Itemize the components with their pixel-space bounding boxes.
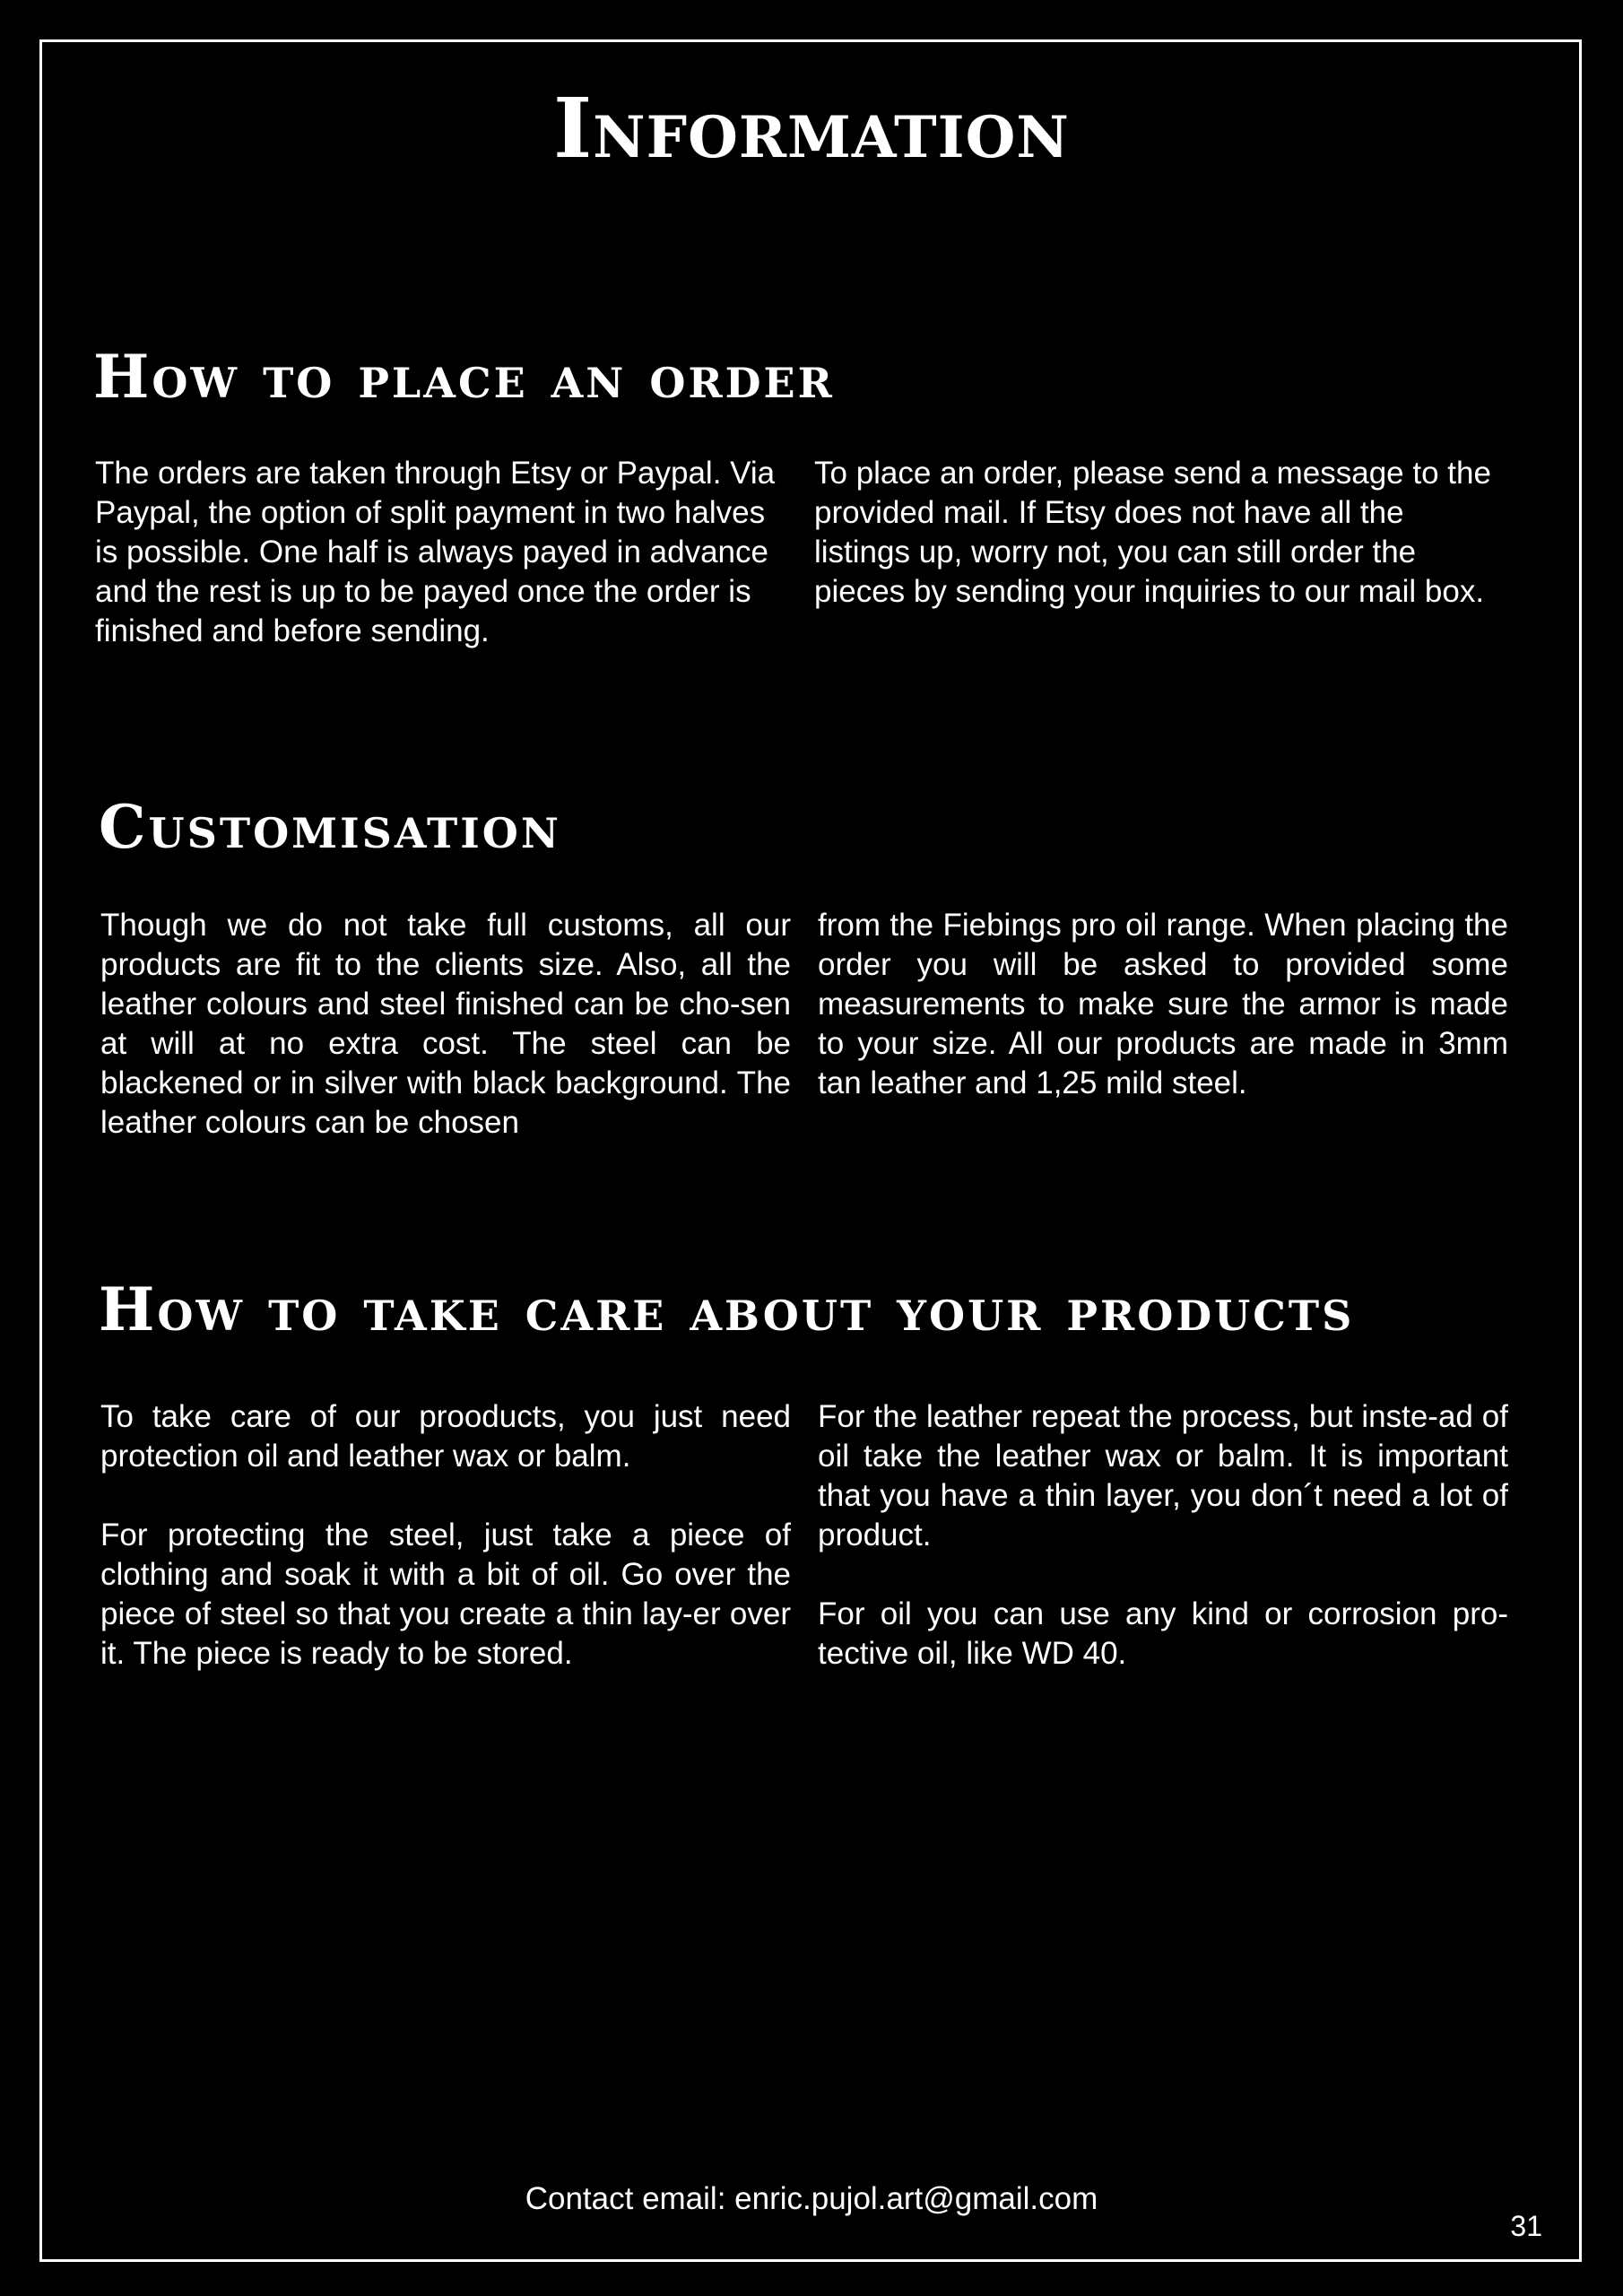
- care-paragraph: To take care of our prooducts, you just need protection oil and leather wax or balm.: [100, 1399, 791, 1474]
- order-left-column: [95, 454, 785, 651]
- customisation-left-column: [100, 906, 791, 1143]
- order-right-column: [814, 454, 1505, 612]
- care-paragraph: For the leather repeat the process, but inste-ad of oil take the leather wax or balm. It is important that you have a thin layer, you don´t need a lot of product.: [818, 1399, 1508, 1552]
- care-right-column: [818, 1397, 1508, 1674]
- page-number: 31: [1510, 2210, 1542, 2242]
- order-paragraph: To place an order, please send a message to the provided mail. If Etsy does not have all the listings up, worry not, you can still order the pieces by sending your inquiries to our mail box.: [814, 456, 1491, 609]
- page-title: Information: [553, 80, 1070, 177]
- customisation-paragraph: from the Fiebings pro oil range. When placing the order you will be asked to provided some measurements to make sure the armor is made to your size. All our products are made in 3mm tan leather and 1,25 mild steel.: [818, 908, 1508, 1100]
- care-paragraph: For protecting the steel, just take a piece of clothing and soak it with a bit of oil. Go over the piece of steel so that you create a thin lay-er over it. The piece is ready to be stored.: [100, 1518, 791, 1671]
- section-heading-care: How to take care about your products: [99, 1274, 1355, 1344]
- care-paragraph: For oil you can use any kind or corrosion pro-tective oil, like WD 40.: [818, 1596, 1508, 1671]
- contact-email: Contact email: enric.pujol.art@gmail.com: [525, 2181, 1098, 2216]
- section-heading-customisation: Customisation: [99, 792, 561, 862]
- customisation-paragraph: Though we do not take full customs, all our products are fit to the clients size. Also, all the leather colours and steel finished can be cho-sen at will at no extra cost. The steel can be blackened or in silver with black background. The leather colours can be chosen: [100, 908, 791, 1140]
- section-heading-order: How to place an order: [93, 342, 835, 412]
- order-paragraph: The orders are taken through Etsy or Paypal. Via Paypal, the option of split payment in two halves is possible. One half is always payed in advance and the rest is up to be payed once the order is finished and before sending.: [95, 456, 776, 648]
- care-left-column: [100, 1397, 791, 1674]
- customisation-right-column: [818, 906, 1508, 1103]
